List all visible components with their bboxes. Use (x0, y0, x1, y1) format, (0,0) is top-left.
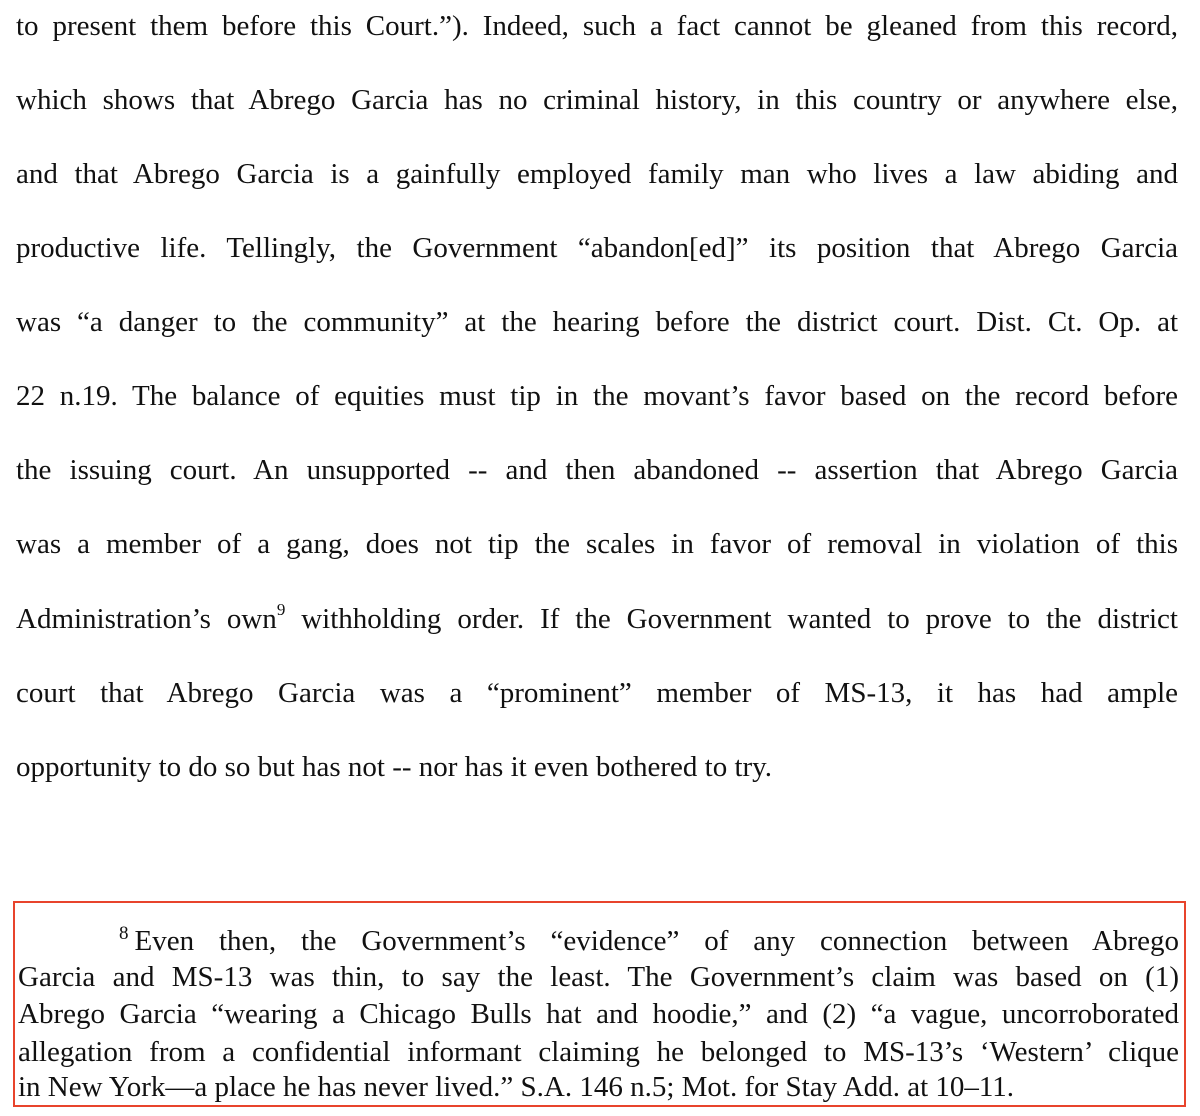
body-line-with-footnote-ref (16, 599, 1178, 639)
body-line: was a member of a gang, does not tip the scales in favor of removal in violation of this (16, 528, 1178, 560)
footnote-line: Abrego Garcia “wearing a Chicago Bulls hat and hoodie,” and (2) “a vague, uncorroborated (18, 998, 1179, 1030)
footnote-line: in New York—a place he has never lived.” S.A. 146 n.5; Mot. for Stay Add. at 10–11. (18, 1071, 1015, 1103)
body-line: the issuing court. An unsupported -- and then abandoned -- assertion that Abrego Garcia (16, 454, 1178, 486)
footnote-highlight-box (13, 901, 1186, 1107)
body-line: was “a danger to the community” at the hearing before the district court. Dist. Ct. Op. at (16, 306, 1178, 338)
body-text-span: withholding order. If the Government wanted to prove to the district (285, 603, 1178, 635)
body-line: productive life. Tellingly, the Government “abandon[ed]” its position that Abrego Garcia (16, 232, 1178, 264)
footnote-line (119, 923, 1179, 959)
body-text-span: Administration’s own (16, 603, 277, 635)
body-line: court that Abrego Garcia was a “prominent” member of MS-13, it has had ample (16, 677, 1178, 709)
body-line: to present them before this Court.”). Indeed, such a fact cannot be gleaned from this record, (16, 10, 1178, 42)
footnote-line: allegation from a confidential informant claiming he belonged to MS-13’s ‘Western’ clique (18, 1036, 1179, 1068)
body-line: which shows that Abrego Garcia has no criminal history, in this country or anywhere else, (16, 84, 1178, 116)
footnote-line: Garcia and MS-13 was thin, to say the least. The Government’s claim was based on (1) (18, 961, 1179, 993)
footnote-reference-9: 9 (276, 600, 286, 619)
body-line: opportunity to do so but has not -- nor has it even bothered to try. (16, 751, 773, 783)
body-line: and that Abrego Garcia is a gainfully employed family man who lives a law abiding and (16, 158, 1178, 190)
footnote-text-span: Even then, the Government’s “evidence” of any connection between Abrego (134, 925, 1179, 957)
body-line: 22 n.19. The balance of equities must tip in the movant’s favor based on the record before (16, 380, 1178, 412)
footnote-marker-8: 8 (119, 923, 129, 944)
